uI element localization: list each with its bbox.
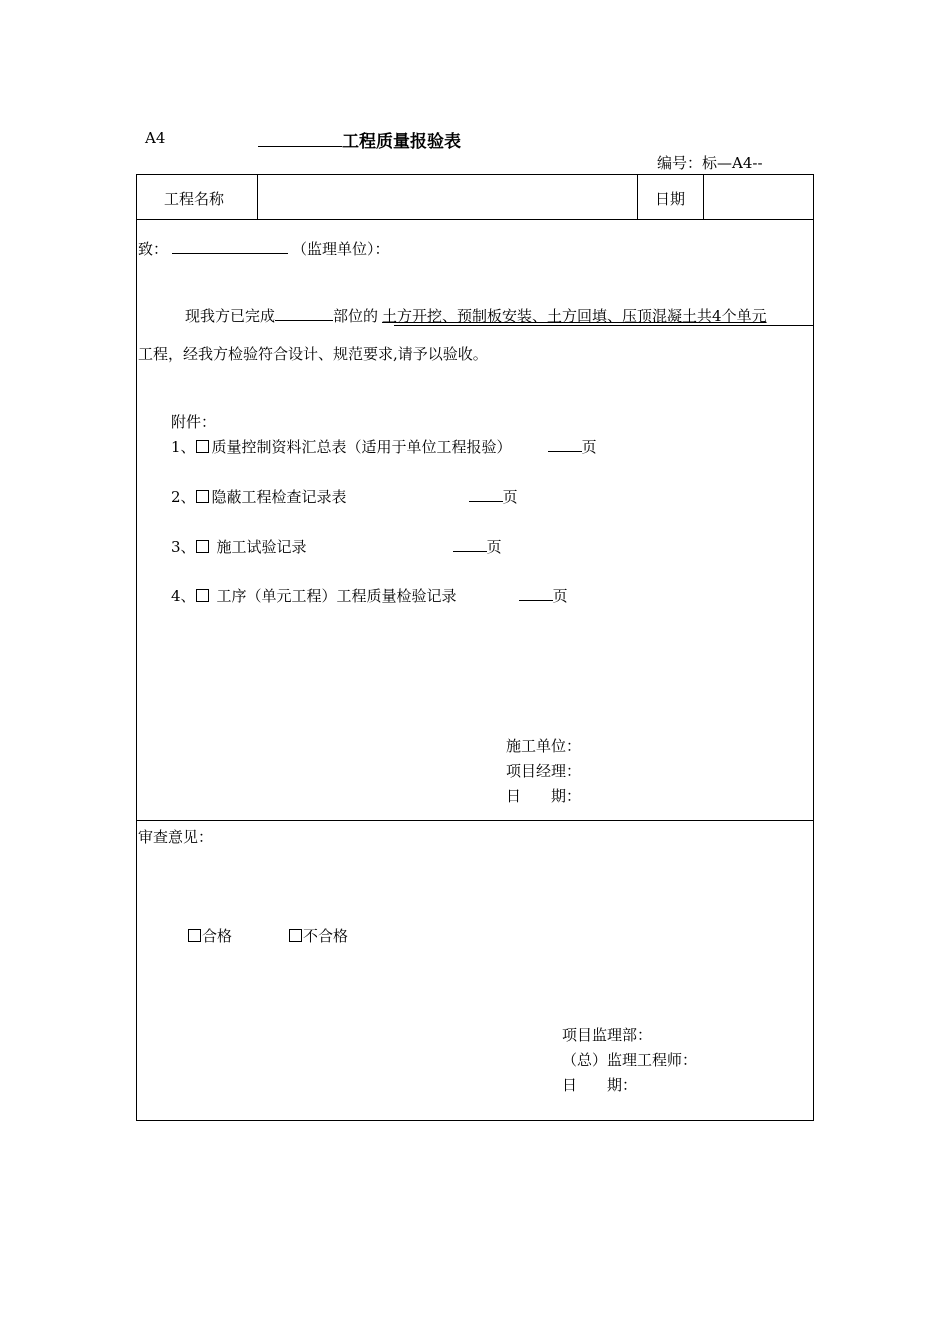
attachment-text: 工序（单元工程）工程质量检验记录 [216,587,457,605]
fail-label: 不合格 [303,927,349,945]
attachment-1-checkbox[interactable] [196,440,209,453]
pass-label: 合格 [202,927,233,945]
sign-contractor: 施工单位： [506,737,582,755]
review-label: 审查意见： [138,828,214,846]
to-prefix: 致： [138,240,169,258]
stmt-part2: 部位的 [333,307,379,325]
form-code: A4 [145,129,166,147]
stmt-part1: 现我方已完成 [185,307,276,325]
date-label: 日期 [655,190,686,208]
review-sign-date: 日 期： [562,1076,638,1094]
attachment-text: 隐蔽工程检查记录表 [211,488,347,506]
attachment-unit: 页 [486,538,502,556]
stmt-works: 土方开挖、预制板安装、土方回填、压顶混凝土共4个单元 [382,307,767,325]
attachments-label: 附件： [171,413,217,431]
attachment-num: 2、 [171,488,196,506]
attachment-num: 1、 [171,438,196,456]
sign-manager: 项目经理： [506,762,582,780]
attachment-4-checkbox[interactable] [196,589,209,602]
page-title [258,127,461,152]
addressee-line [138,238,390,259]
attachment-2 [171,486,518,507]
location-blank[interactable] [275,306,333,321]
attachment-num: 4、 [171,587,196,605]
fail-checkbox[interactable] [289,929,302,942]
col-divider-2 [637,174,638,219]
project-name-field[interactable] [262,180,632,214]
row-divider-2 [136,820,814,821]
attachment-num: 3、 [171,538,196,556]
addressee-blank[interactable] [172,239,288,254]
project-name-label: 工程名称 [164,190,225,208]
serial-number: 编号：标—A4-- [657,154,763,172]
attachment-unit: 页 [552,587,568,605]
page-count-blank[interactable] [453,537,487,552]
attachment-unit: 页 [502,488,518,506]
page-count-blank[interactable] [519,586,553,601]
attachment-text: 施工试验记录 [216,538,307,556]
col-divider-3 [703,174,704,219]
date-field[interactable] [708,180,808,214]
sign-dept: 项目监理部： [562,1026,653,1044]
col-divider-1 [257,174,258,219]
option-fail[interactable] [289,925,348,946]
attachment-3 [171,536,502,557]
to-suffix: （监理单位）： [292,240,390,258]
page-count-blank[interactable] [469,487,503,502]
attachment-text: 质量控制资料汇总表（适用于单位工程报验） [211,438,512,456]
page-count-blank[interactable] [548,437,582,452]
attachment-3-checkbox[interactable] [196,540,209,553]
option-pass[interactable] [188,925,232,946]
attachment-2-checkbox[interactable] [196,490,209,503]
sign-date: 日 期： [506,787,582,805]
works-underline [394,325,813,326]
attachment-1 [171,436,597,457]
row-divider-1 [136,219,814,220]
attachment-4 [171,585,568,606]
pass-checkbox[interactable] [188,929,201,942]
statement-line-2: 工程，经我方检验符合设计、规范要求,请予以验收。 [138,345,488,363]
statement-line-1 [185,305,767,326]
title-blank [258,132,342,147]
sign-engineer: （总）监理工程师： [562,1051,698,1069]
title-text: 工程质量报验表 [342,132,461,152]
attachment-unit: 页 [581,438,597,456]
